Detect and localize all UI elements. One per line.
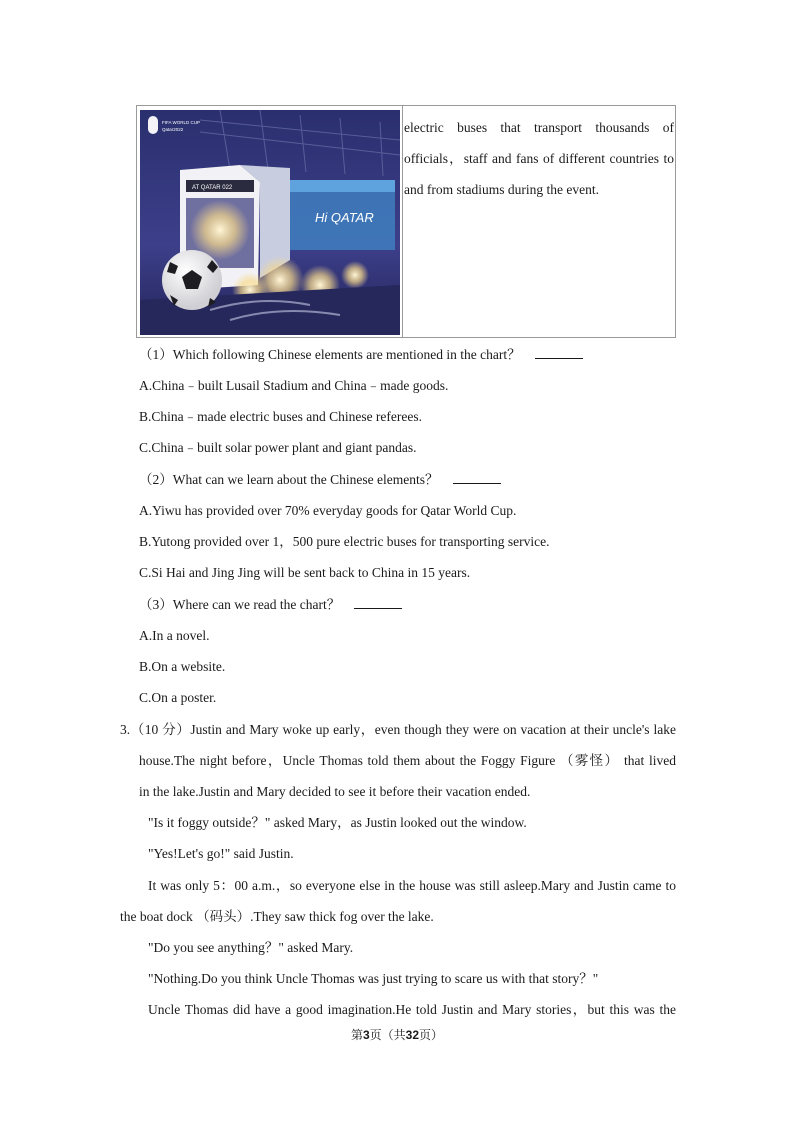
option: B.Yutong provided over 1，500 pure electric buses for transporting service.: [139, 534, 550, 549]
question-text: （1）Which following Chinese elements are mentioned in the chart？: [139, 347, 521, 362]
chart-text-line: electric buses that transport thousands of: [404, 120, 674, 135]
page-footer: [0, 1026, 794, 1044]
question-text: （3）Where can we read the chart？: [139, 597, 341, 612]
answer-blank[interactable]: [354, 596, 402, 609]
passage-line: "Yes!Let's go!" said Justin.: [148, 846, 294, 861]
passage-line: Uncle Thomas did have a good imagination.He told Justin and Mary stories，but this was the: [148, 1002, 676, 1017]
bus-photo: [140, 110, 400, 335]
passage-line: It was only 5：00 a.m.，so everyone else in the house was still asleep.Mary and Justin came to: [148, 878, 676, 893]
chart-text-line: and from stadiums during the event.: [404, 182, 599, 197]
logo-text-1: FIFA WORLD CUP: [162, 120, 201, 125]
option: C.China﹣built solar power plant and giant pandas.: [139, 440, 417, 455]
footer-text: 页（共: [369, 1028, 406, 1042]
question-1-stem: [139, 345, 583, 365]
option: B.China﹣made electric buses and Chinese referees.: [139, 409, 423, 424]
question-number: 3.（10 分）: [120, 722, 191, 737]
option: A.Yiwu has provided over 70% everyday goods for Qatar World Cup.: [139, 503, 517, 518]
option: C.On a poster.: [139, 690, 217, 705]
chart-text-line: officials，staff and fans of different countries to: [404, 151, 674, 166]
question-3-stem: [139, 595, 402, 615]
passage-line: in the lake.Justin and Mary decided to see it before their vacation ended.: [139, 784, 531, 799]
option: A.In a novel.: [139, 628, 210, 643]
option: B.On a website.: [139, 659, 226, 674]
image-cell: [137, 106, 403, 337]
option: C.Si Hai and Jing Jing will be sent back to China in 15 years.: [139, 565, 471, 580]
chart-text-cell: [404, 112, 674, 205]
chart-table: [136, 105, 676, 338]
passage-line: "Is it foggy outside？" asked Mary，as Justin looked out the window.: [148, 815, 527, 830]
question-2-stem: [139, 470, 501, 490]
passage-line: the boat dock （码头）.They saw thick fog over the lake.: [120, 909, 434, 924]
footer-text: 页）: [419, 1028, 444, 1042]
passage-line: "Do you see anything？" asked Mary.: [148, 940, 354, 955]
total-pages: 32: [405, 1028, 420, 1042]
answer-blank[interactable]: [453, 471, 501, 484]
question-text: （2）What can we learn about the Chinese elements？: [139, 472, 439, 487]
passage-line-1: [120, 720, 676, 740]
passage-text: Justin and Mary woke up early，even though they were on vacation at their uncle's lake: [190, 722, 676, 737]
page-number: 3: [362, 1028, 370, 1042]
footer-text: 第: [350, 1028, 363, 1042]
bus-sign: AT QATAR 022: [192, 185, 233, 191]
answer-blank[interactable]: [535, 346, 583, 359]
banner-text: Hi QATAR: [315, 210, 374, 225]
logo-text-2: Qatar2022: [162, 127, 184, 132]
passage-line: house.The night before，Uncle Thomas told them about the Foggy Figure （雾怪） that lived: [139, 753, 676, 768]
passage-line: "Nothing.Do you think Uncle Thomas was just trying to scare us with that story？": [148, 971, 599, 986]
option: A.China﹣built Lusail Stadium and China﹣made goods.: [139, 378, 449, 393]
